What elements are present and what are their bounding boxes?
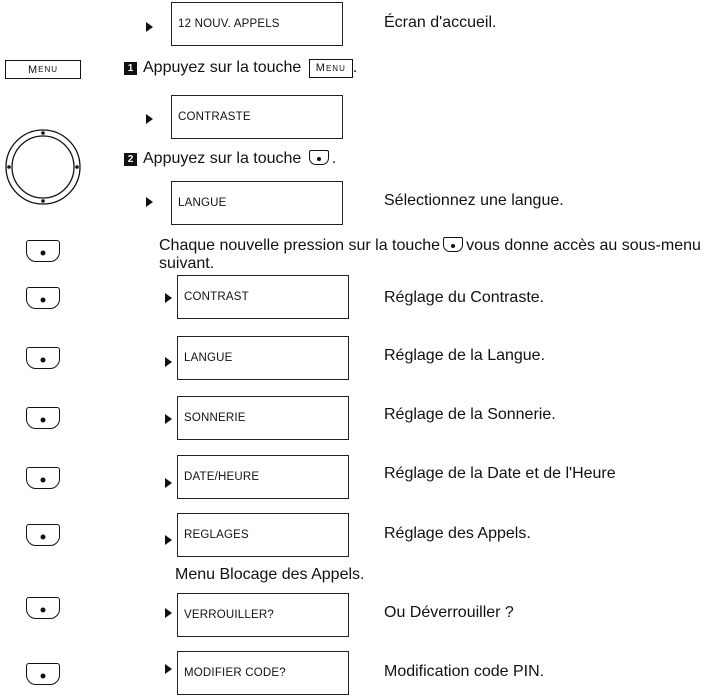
select-key-icon: [26, 663, 60, 685]
arrow-right-icon: [146, 22, 153, 32]
lcd-home-screen: 12 NOUV. APPELS: [171, 2, 343, 46]
menu-inline-rest: ENU: [325, 64, 346, 73]
arrow-right-icon: [165, 478, 172, 488]
submenu-date-heure-description: Réglage de la Date et de l'Heure: [384, 465, 616, 482]
arrow-right-icon: [165, 357, 172, 367]
submenu-note: [159, 237, 715, 273]
verrouiller-description: Ou Déverrouiller ?: [384, 604, 514, 621]
select-key-icon: [26, 524, 60, 546]
arrow-right-icon: [165, 414, 172, 424]
modifier-code-description: Modification code PIN.: [384, 663, 545, 680]
step-2-period: .: [331, 150, 337, 167]
submenu-contrast-description: Réglage du Contraste.: [384, 289, 545, 306]
step-2-badge: 2: [124, 153, 137, 166]
lcd-modifier-code: MODIFIER CODE?: [177, 651, 349, 695]
arrow-right-icon: [165, 535, 172, 545]
blocking-menu-label: Menu Blocage des Appels.: [175, 566, 365, 583]
menu-key-inline-icon: [309, 59, 353, 78]
arrow-right-icon: [146, 197, 153, 207]
select-key-icon: [26, 597, 60, 619]
lcd-submenu-date-heure: DATE/HEURE: [177, 455, 349, 499]
arrow-right-icon: [165, 293, 172, 303]
step-1-instruction: [124, 59, 357, 78]
select-key-icon: [26, 287, 60, 309]
menu-key-icon: [5, 60, 81, 79]
select-key-icon: [26, 467, 60, 489]
menu-key-first-letter: M: [27, 63, 39, 76]
navigation-wheel-icon: [4, 128, 82, 206]
select-key-inline-icon: [443, 237, 463, 252]
select-key-icon: [26, 347, 60, 369]
step-1-text: Appuyez sur la touche: [143, 59, 302, 76]
submenu-reglages-description: Réglage des Appels.: [384, 525, 531, 542]
arrow-right-icon: [165, 608, 172, 618]
langue-description: Sélectionnez une langue.: [384, 192, 564, 209]
step-1-period: .: [352, 59, 358, 76]
step-2-instruction: [124, 150, 336, 168]
note-text-before: Chaque nouvelle pression sur la touche: [159, 237, 441, 254]
arrow-right-icon: [165, 664, 172, 674]
home-screen-description: Écran d'accueil.: [384, 14, 497, 31]
select-key-inline-icon: [309, 150, 329, 165]
lcd-langue: LANGUE: [171, 181, 343, 225]
step-2-text: Appuyez sur la touche: [143, 150, 302, 167]
lcd-submenu-reglages: REGLAGES: [177, 513, 349, 557]
submenu-sonnerie-description: Réglage de la Sonnerie.: [384, 406, 556, 423]
lcd-submenu-langue: LANGUE: [177, 336, 349, 380]
lcd-contraste: CONTRASTE: [171, 95, 343, 139]
lcd-submenu-sonnerie: SONNERIE: [177, 396, 349, 440]
submenu-langue-description: Réglage de la Langue.: [384, 347, 546, 364]
lcd-verrouiller: VERROUILLER?: [177, 593, 349, 637]
menu-inline-first: M: [315, 62, 326, 74]
select-key-icon: [26, 407, 60, 429]
arrow-right-icon: [146, 114, 153, 124]
select-key-icon: [26, 240, 60, 262]
note-text-after: vous donne accès au sous-menu suivant.: [159, 237, 701, 272]
lcd-submenu-contrast: CONTRAST: [177, 275, 349, 319]
step-1-badge: 1: [124, 62, 137, 75]
menu-key-rest: ENU: [38, 65, 59, 74]
